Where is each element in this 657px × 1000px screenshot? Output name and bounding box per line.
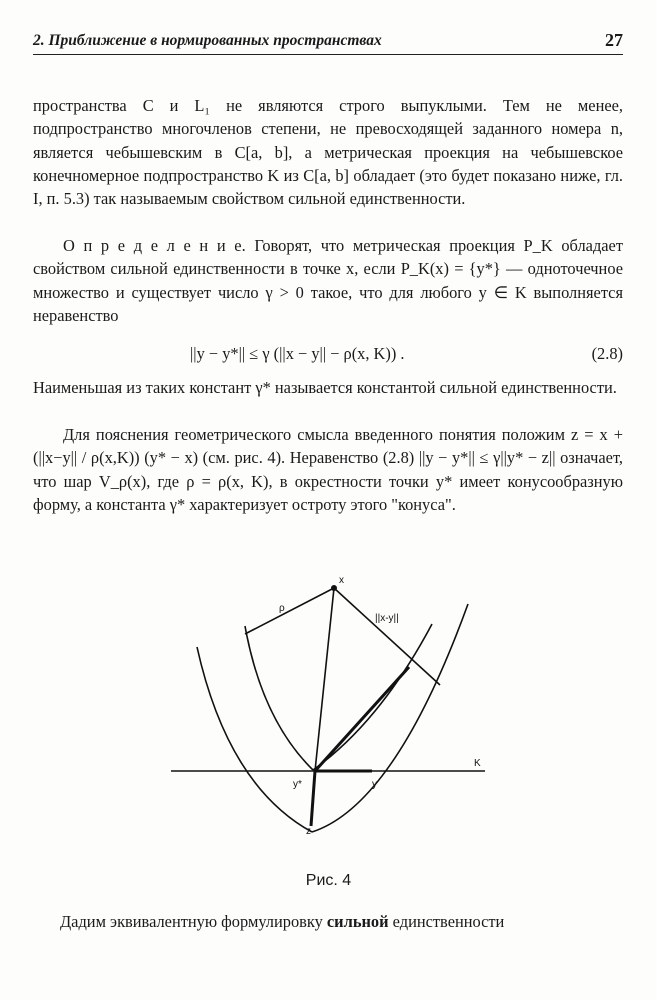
segment-x-ystar [315,588,334,771]
bottom-bold-word: сильной [326,912,389,931]
label-rho: ρ [279,603,285,614]
label-xy-distance: ||x-y|| [375,613,399,624]
paragraph-4: Для пояснения геометрического смысла введенного понятия положим z = x + (||x−y|| / ρ(x,K)) (y* − x) (см. рис. 4). Неравенство (2.8) ||y − y*|| ≤ γ||y* − z|| означает, что шар V_ρ(x), где ρ = ρ(x, K), в окрестности точки y* имеет конусообразную форму, а константа γ* характеризует остроту этого "конуса". [33,425,623,514]
formula-number: (2.8) [591,344,623,363]
ball-left-curve [245,626,313,770]
running-header [33,28,623,55]
label-x: x [339,575,344,586]
label-K: K [474,758,481,769]
chapter-title: 2. Приближение в нормированных пространствах [33,32,382,49]
distance-x-y-line [334,588,440,685]
bottom-text-1: Дадим эквивалентную формулировку [60,912,327,931]
label-ystar: y* [293,779,302,790]
definition-paragraph: О п р е д е л е н и е. Говорят, что метрическая проекция P_K обладает свойством сильной единственности в точке x, если P_K(x) = {y*} — одноточечное множество и существует число γ > 0 такое, что для любого y ∈ K выполняется неравенство [33,236,623,325]
point-x [331,585,337,591]
page-number: 27 [605,30,623,50]
figure-caption: Рис. 4 [305,872,352,889]
bottom-text-2: единственности [388,912,505,931]
cone-generator-line [315,667,409,771]
cone-left-curve [197,647,312,832]
bottom-line [60,912,623,932]
paragraph-1: пространства C и L₁ не являются строго выпуклыми. Тем не менее, подпространство многочленов степени, не превосходящей заданного номера n, является чебышевским в C[a, b], а метрическая проекция на чебышевское конечномерное подпространство K из C[a, b] обладает (это будет показано ниже, гл. I, п. 5.3) так называемым свойством сильной единственности. [33,96,623,209]
paragraph-3: Наименьшая из таких констант γ* называется константой сильной единственности. [33,378,617,397]
segment-ystar-z [311,771,315,826]
radius-rho-line [245,588,334,634]
formula-expression: ||y − y*|| ≤ γ (||x − y|| − ρ(x, K)) . [190,344,405,363]
figure-4 [0,570,657,870]
label-z: z [306,826,311,837]
label-y: y [372,779,377,790]
ball-right-curve [313,624,432,770]
